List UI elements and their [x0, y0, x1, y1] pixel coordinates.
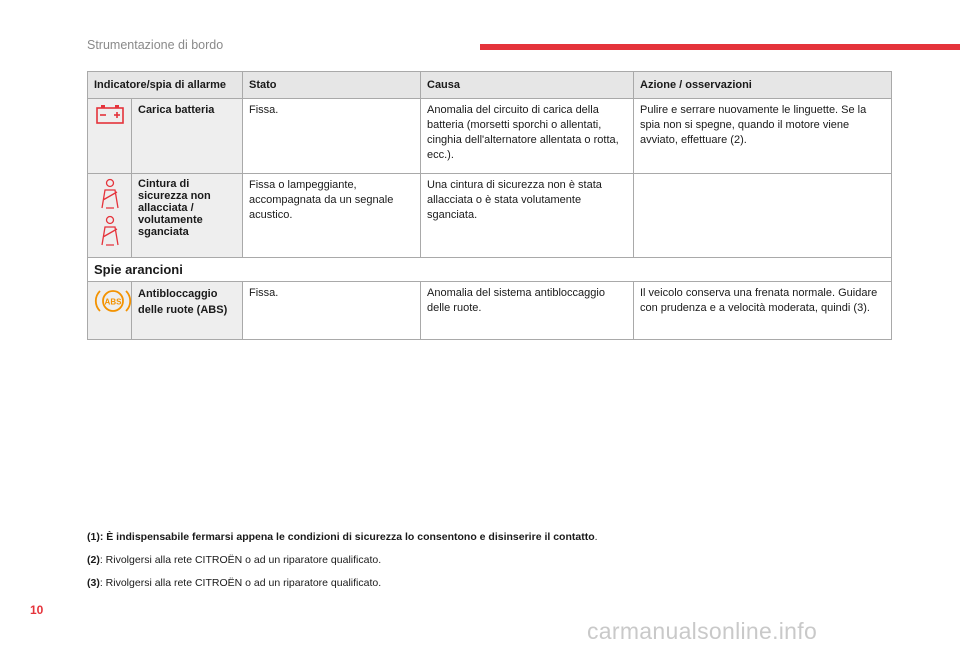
header-accent-bar — [480, 44, 960, 50]
footnote-text: : Rivolgersi alla rete CITROËN o ad un riparatore qualificato. — [99, 554, 382, 566]
indicator-name: Carica batteria — [132, 99, 243, 174]
stato-cell: Fissa. — [243, 99, 421, 174]
column-header-azione: Azione / osservazioni — [634, 72, 892, 99]
causa-cell: Anomalia del sistema antibloccaggio delle ruote. — [421, 282, 634, 340]
section-header-title: Strumentazione di bordo — [87, 38, 224, 52]
azione-cell: Il veicolo conserva una frenata normale. Guidare con prudenza e a velocità moderata, quindi (3). — [634, 282, 892, 340]
indicator-name: Antibloccaggio delle ruote (ABS) — [132, 282, 243, 340]
icon-cell — [88, 174, 132, 258]
indicator-name: Cintura di sicurezza non allacciata / volutamente sganciata — [132, 174, 243, 258]
battery-icon — [95, 103, 125, 125]
azione-cell: Pulire e serrare nuovamente le linguette. Se la spia non si spegne, quando il motore viene avviato, effettuare (2). — [634, 99, 892, 174]
table-header-row — [88, 72, 892, 99]
footnote-label: (2) — [87, 554, 100, 566]
seatbelt-icon — [97, 178, 123, 248]
stato-cell: Fissa. — [243, 282, 421, 340]
footnote-text: . — [594, 531, 598, 543]
footnote — [87, 576, 598, 590]
footnote-text: : Rivolgersi alla rete CITROËN o ad un riparatore qualificato. — [99, 577, 382, 589]
column-header-indicator: Indicatore/spia di allarme — [88, 72, 243, 99]
page-number: 10 — [30, 603, 44, 617]
causa-cell: Anomalia del circuito di carica della batteria (morsetti sporchi o allentati, cinghia dell'alternatore allentata o rotta, ecc.). — [421, 99, 634, 174]
table-row — [88, 174, 892, 258]
warning-lights-table — [87, 71, 892, 340]
azione-cell — [634, 174, 892, 258]
column-header-stato: Stato — [243, 72, 421, 99]
icon-cell — [88, 99, 132, 174]
footnote — [87, 530, 598, 544]
icon-cell — [88, 282, 132, 340]
footnote-label: (1): È indispensabile fermarsi appena le condizioni di sicurezza lo consentono e disinserire il contatto — [87, 531, 595, 543]
table-row — [88, 99, 892, 174]
causa-cell: Una cintura di sicurezza non è stata allacciata o è stata volutamente sganciata. — [421, 174, 634, 258]
table-row — [88, 282, 892, 340]
column-header-causa: Causa — [421, 72, 634, 99]
stato-cell: Fissa o lampeggiante, accompagnata da un segnale acustico. — [243, 174, 421, 258]
footnotes — [87, 530, 598, 599]
section-heading-row — [88, 258, 892, 282]
footnote — [87, 553, 598, 567]
footnote-label: (3) — [87, 577, 100, 589]
watermark: carmanualsonline.info — [587, 618, 818, 644]
abs-icon — [94, 286, 132, 316]
section-heading: Spie arancioni — [88, 258, 892, 282]
svg-text:ABS: ABS — [104, 297, 122, 307]
